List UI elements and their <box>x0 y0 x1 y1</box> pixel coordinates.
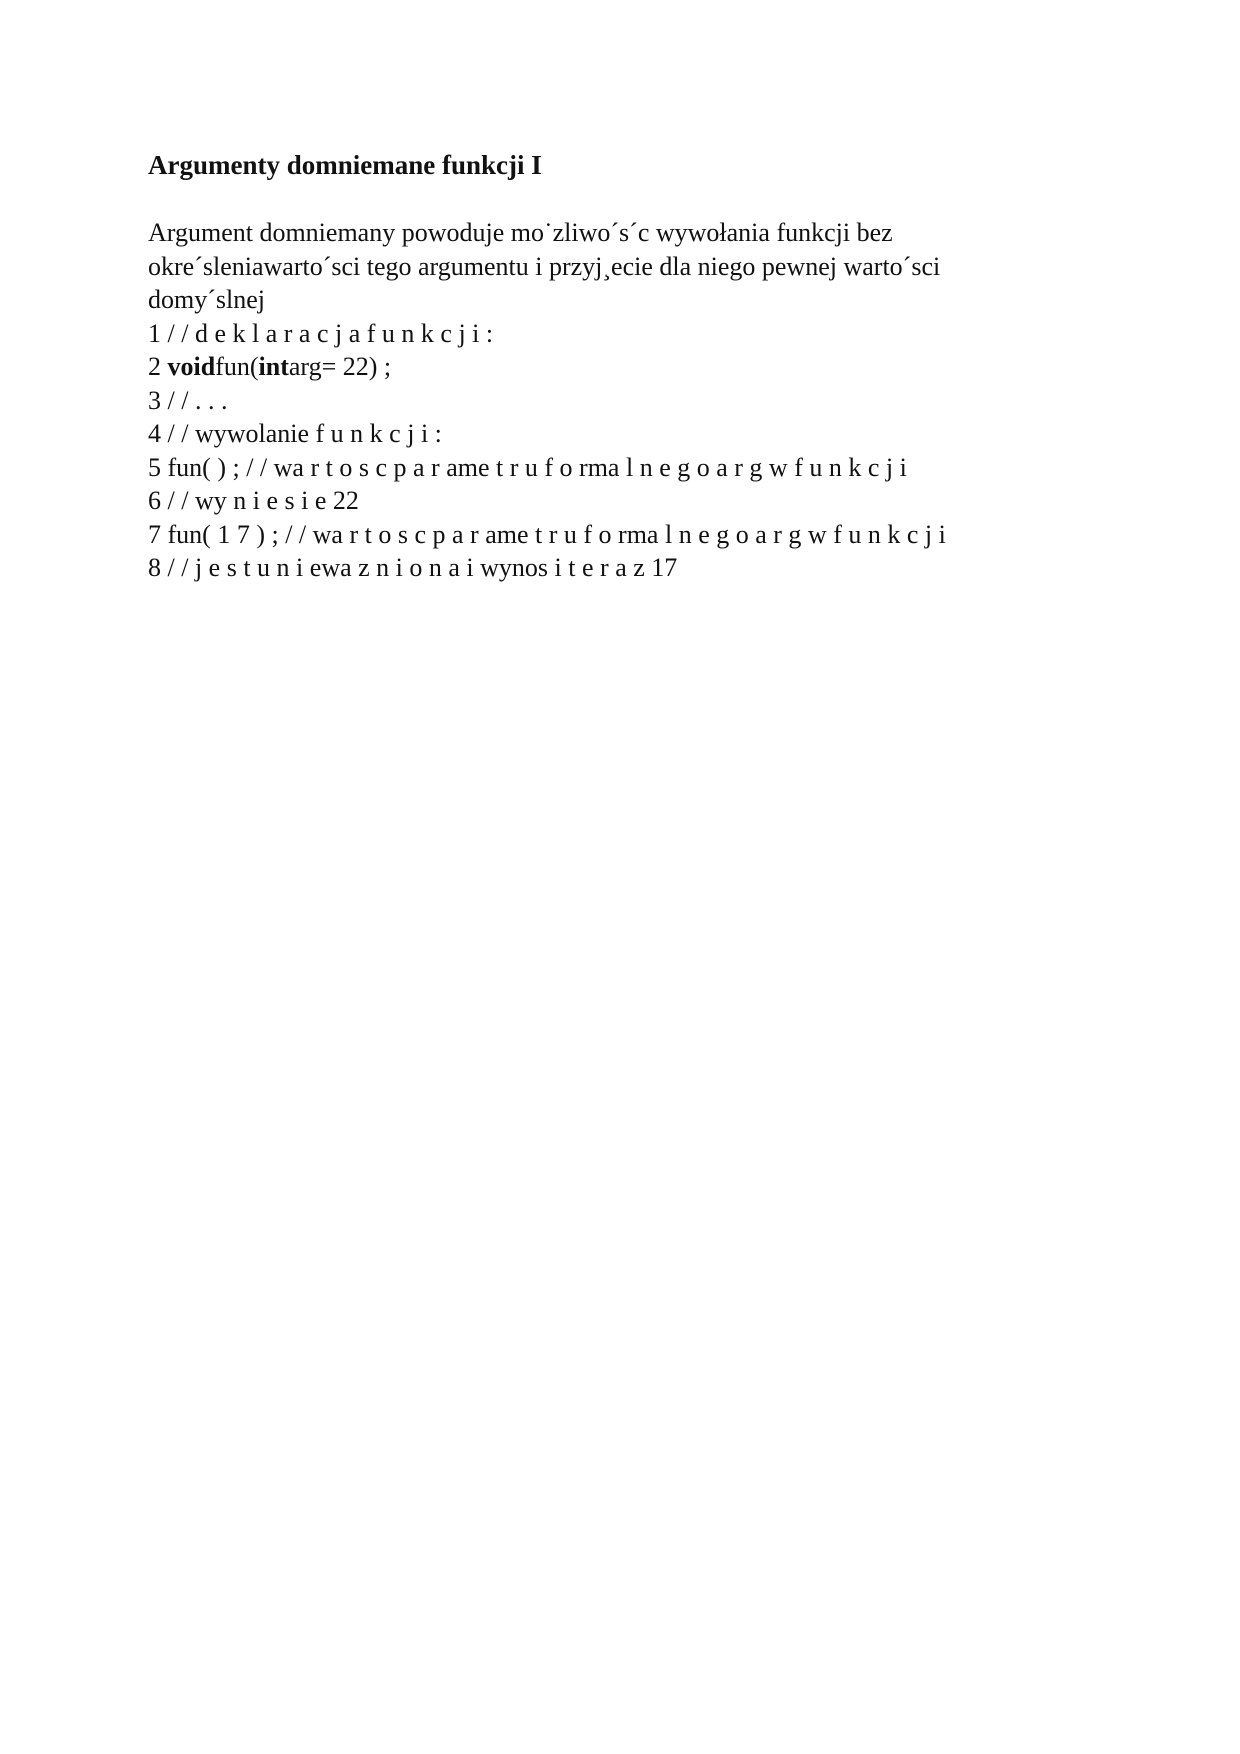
code-text: fun( <box>215 352 259 381</box>
code-line-8 <box>148 551 1088 585</box>
code-text: / / d e k l a r a c j a f u n k c j i : <box>167 318 494 348</box>
code-text: / / . . . <box>167 385 228 415</box>
line-number: 4 <box>148 419 161 448</box>
code-text: / / j e s t u n i ewa z n i o n a i wynos i t e r a z 17 <box>167 553 678 582</box>
code-line-3 <box>148 384 1088 418</box>
line-number: 8 <box>148 553 161 582</box>
code-line-2 <box>148 350 1088 384</box>
code-line-5 <box>148 451 1088 485</box>
line-number: 1 <box>148 318 161 348</box>
line-number: 2 <box>148 352 161 381</box>
code-line-4 <box>148 417 1088 451</box>
line-number: 6 <box>148 486 161 515</box>
keyword-int: int <box>258 352 289 381</box>
paragraph-line: Argument domniemany powoduje mo˙zliwo´s´c wywołania funkcji bez <box>148 218 893 247</box>
code-text: fun( 1 7 ) ; / / wa r t o s c p a r ame t r u f o rma l n e g o a r g w f u n k c j i <box>167 519 946 549</box>
document-body <box>148 216 1088 585</box>
keyword-void: void <box>167 352 216 381</box>
paragraph-line: okre´sleniawarto´sci tego argumentu i przyj¸ecie dla niego pewnej warto´sci <box>148 251 941 281</box>
code-text: / / wywolanie f u n k c j i : <box>167 419 442 448</box>
code-text: fun( ) ; / / wa r t o s c p a r ame t r u f o rma l n e g o a r g w f u n k c j i <box>167 452 907 482</box>
code-line-1 <box>148 317 1088 351</box>
line-number: 7 <box>148 519 161 549</box>
code-text: arg= 22) ; <box>288 352 392 381</box>
line-number: 5 <box>148 452 161 482</box>
code-line-6 <box>148 484 1088 518</box>
code-text: / / wy n i e s i e 22 <box>167 486 359 515</box>
paragraph-line: domy´slnej <box>148 285 265 314</box>
line-number: 3 <box>148 385 161 415</box>
code-line-7 <box>148 518 1088 552</box>
page-title: Argumenty domniemane funkcji I <box>148 150 542 180</box>
